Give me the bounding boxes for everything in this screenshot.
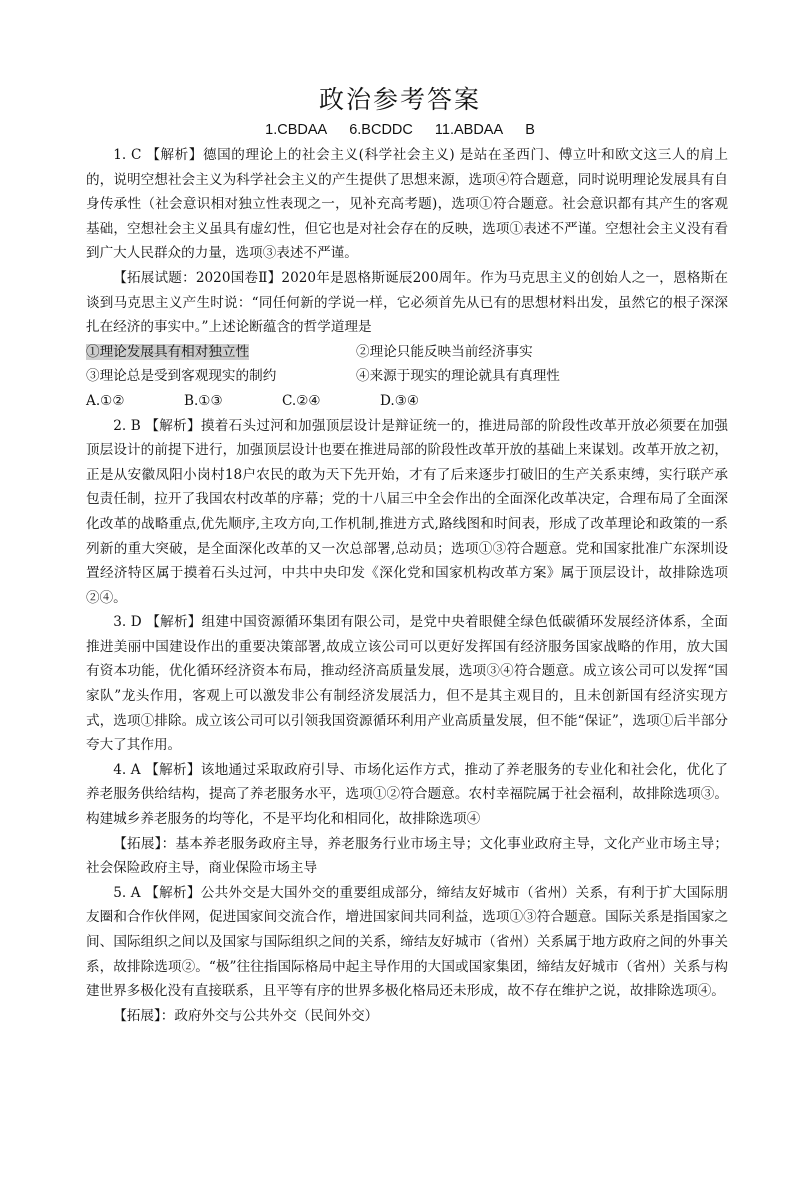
option-4: ④来源于现实的理论就具有真理性 <box>356 368 560 385</box>
option-3: ③理论总是受到客观现实的制约 <box>86 368 277 385</box>
q5-explanation: 5. A 【解析】公共外交是大国外交的重要组成部分，缔结友好城市（省州）关系，有利于扩大国际朋友圈和合作伙伴网，促进国家间交流合作，增进国家间共同利益，选项①③符合题意。国际关系是指国家之间、国际组织之间以及国家与国际组织之间的关系，缔结友好城市（省州）关系属于地方政府之间的外事关系，故排除选项②。“极”往往指国际格局中起主导作用的大国或国家集团，缔结友好城市（省州）关系与构建世界多极化没有直接联系，且平等有序的世界多极化格局还未形成，故不存在维护之说，故排除选项④。 <box>86 884 728 1000</box>
choice-c: C.②④ <box>282 392 321 409</box>
answer-key <box>0 122 800 138</box>
q1-extension-options <box>86 340 728 389</box>
choice-a: A.①② <box>86 392 125 409</box>
q4-explanation: 4. A 【解析】该地通过采取政府引导、市场化运作方式，推动了养老服务的专业化和社会化，优化了养老服务供给结构，提高了养老服务水平，选项①②符合题意。农村幸福院属于社会福利，故排除选项③。构建城乡养老服务的均等化，不是平均化和相同化，故排除选项④ <box>86 761 728 828</box>
answer-group-11: 11.ABDAA <box>434 122 504 138</box>
choice-b: B.①③ <box>184 392 223 409</box>
answer-body <box>86 143 728 1028</box>
option-1: ①理论发展具有相对独立性 <box>86 343 250 360</box>
q1-extension-question: 【拓展试题：2020国卷Ⅱ】2020年是恩格斯诞辰200周年。作为马克思主义的创始人之一，恩格斯在谈到马克思主义产生时说：“同任何新的学说一样，它必须首先从已有的思想材料出发，虽然它的根子深深扎在经济的事实中。”上述论断蕴含的哲学道理是 <box>86 269 728 336</box>
page-title: 政治参考答案 <box>318 85 481 114</box>
choice-d: D.③④ <box>380 392 420 409</box>
q2-explanation: 2. B 【解析】摸着石头过河和加强顶层设计是辩证统一的，推进局部的阶段性改革开放必须要在加强顶层设计的前提下进行，加强顶层设计也要在推进局部的阶段性改革开放的基础上来谋划。改革开放之初，正是从安徽凤阳小岗村18户农民的敢为天下先开始，才有了后来逐步打破旧的生产关系束缚，实行联产承包责任制，拉开了我国农村改革的序幕；党的十八届三中全会作出的全面深化改革决定，合理布局了全面深化改革的战略重点,优先顺序,主攻方向,工作机制,推进方式,路线图和时间表，形成了改革理论和政策的一系列新的重大突破，是全面深化改革的又一次总部署,总动员；选项①③符合题意。党和国家批准广东深圳设置经济特区属于摸着石头过河，中共中央印发《深化党和国家机构改革方案》属于顶层设计，故排除选项②④。 <box>86 417 728 606</box>
q1-explanation: 1. C 【解析】德国的理论上的社会主义(科学社会主义) 是站在圣西门、傅立叶和欧文这三人的肩上的，说明空想社会主义为科学社会主义的产生提供了思想来源，选项④符合题意，同时说明理论发展具有自身传承性（社会意识相对独立性表现之一，见补充高考题)，选项①符合题意。社会意识都有其产生的客观基础，空想社会主义虽具有虚幻性，但它也是对社会存在的反映，选项①表述不严谨。空想社会主义没有看到广大人民群众的力量，选项③表述不严谨。 <box>86 147 728 262</box>
q1-extension-choices <box>86 389 728 414</box>
answer-group-16: B <box>525 122 535 138</box>
option-2: ②理论只能反映当前经济事实 <box>356 343 533 360</box>
q5-extension: 【拓展】：政府外交与公共外交（民间外交） <box>113 1007 379 1024</box>
answer-group-6: 6.BCDDC <box>349 122 413 138</box>
q4-extension: 【拓展】：基本养老服务政府主导，养老服务行业市场主导；文化事业政府主导，文化产业市场主导；社会保险政府主导，商业保险市场主导 <box>86 835 728 877</box>
q3-explanation: 3. D 【解析】组建中国资源循环集团有限公司，是党中央着眼健全绿色低碳循环发展经济体系，全面推进美丽中国建设作出的重要决策部署,故成立该公司可以更好发挥国有经济服务国家战略的作用，放大国有资本功能，优化循环经济资本布局，推动经济高质量发展，选项③④符合题意。成立该公司可以发挥“国家队”龙头作用，客观上可以激发非公有制经济发展活力，但不是其主观目的，且未创新国有经济实现方式，选项①排除。成立该公司可以引领我国资源循环利用产业高质量发展，但不能“保证”，选项①后半部分夸大了其作用。 <box>86 614 728 754</box>
answer-group-1: 1.CBDAA <box>265 122 328 138</box>
